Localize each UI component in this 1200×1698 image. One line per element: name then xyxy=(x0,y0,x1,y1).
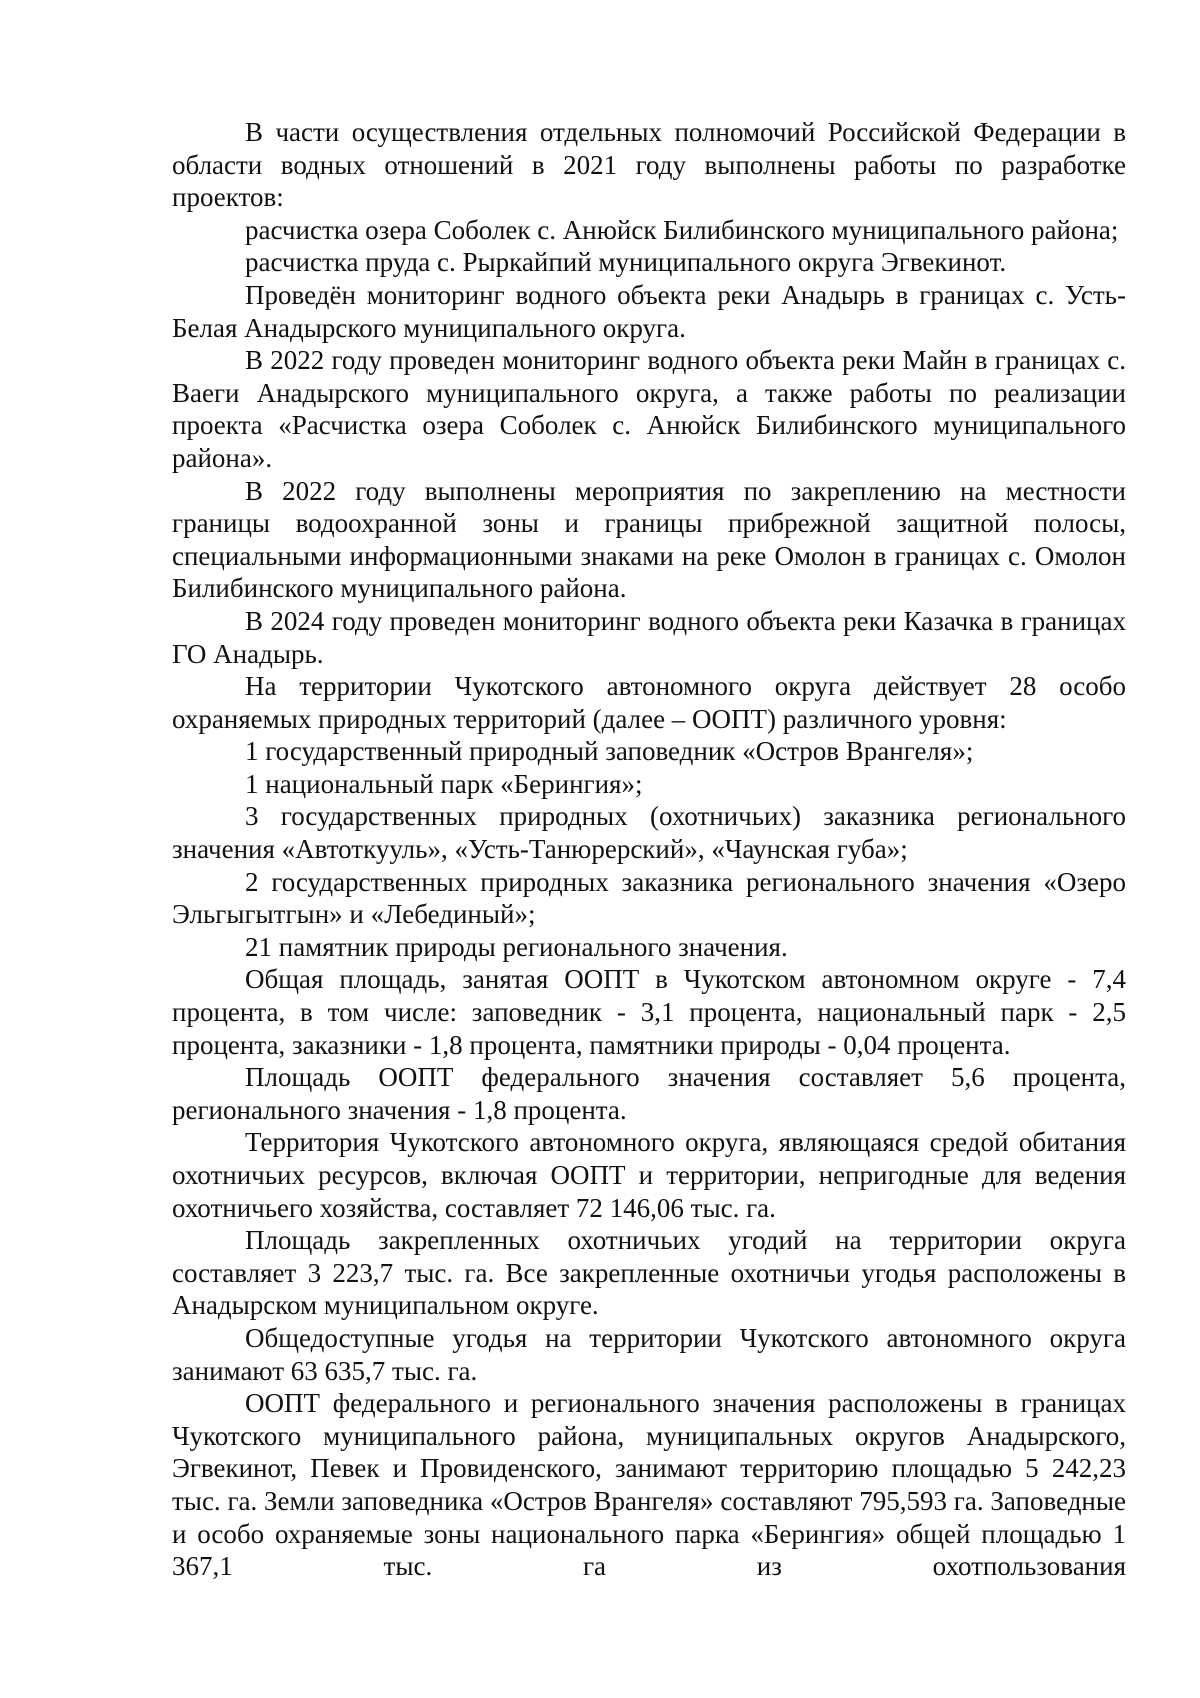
paragraph-assigned-hunting-grounds: Площадь закрепленных охотничьих угодий на территории округа составляет 3 223,7 тыс. га. Все закрепленные охотничьи угодья расположены в Анадырском муниципальном округе. xyxy=(172,1225,1126,1321)
paragraph-omolon-signs-2022: В 2022 году выполнены мероприятия по закреплению на местности границы водоохранной зоны и границы прибрежной защитной полосы, специальными информационными знаками на реке Омолон в границах с. Омолон Билибинского муниципального района. xyxy=(172,475,1126,604)
paragraph-federal-regional-share: Площадь ООПТ федерального значения составляет 5,6 процента, регионального значения - 1,8 процента. xyxy=(172,1062,1126,1125)
paragraph-anadyr-monitoring: Проведён мониторинг водного объекта реки Анадырь в границах с. Усть-Белая Анадырского муниципального округа. xyxy=(172,279,1126,343)
paragraph-kazachka-monitoring-2024: В 2024 году проведен мониторинг водного объекта реки Казачка в границах ГО Анадырь. xyxy=(172,605,1126,669)
paragraph-protected-areas-intro: На территории Чукотского автономного округа действует 28 особо охраняемых природных территорий (далее – ООПТ) различного уровня: xyxy=(172,671,1126,734)
paragraph-pond-ryrkaypiy: расчистка пруда с. Рыркайпий муниципального округа Эгвекинот. xyxy=(245,247,1007,278)
paragraph-nature-monuments: 21 памятник природы регионального значения. xyxy=(245,931,788,962)
paragraph-three-reserves: 3 государственных природных (охотничьих) заказника регионального значения «Автоткууль», «Усть-Танюрерский», «Чаунская губа»; xyxy=(172,801,1126,865)
paragraph-two-reserves: 2 государственных природных заказника регионального значения «Озеро Эльгыгытгын» и «Лебединый»; xyxy=(172,866,1126,930)
paragraph-water-projects-intro: В части осуществления отдельных полномочий Российской Федерации в области водных отношений в 2021 году выполнены работы по разработке проектов: xyxy=(172,117,1126,213)
paragraph-public-hunting-grounds: Общедоступные угодья на территории Чукотского автономного округа занимают 63 635,7 тыс. га. xyxy=(172,1322,1126,1386)
paragraph-main-monitoring-2022: В 2022 году проведен мониторинг водного объекта реки Майн в границах с. Ваеги Анадырского муниципального округа, а также работы по реализации проекта «Расчистка озера Соболек с. Анюйск Билибинского муниципального района». xyxy=(172,345,1126,473)
paragraph-total-area-share: Общая площадь, занятая ООПТ в Чукотском автономном округе - 7,4 процента, в том числе: заповедник - 3,1 процента, национальный парк - 2,5 процента, заказники - 1,8 процента, памятники природы - 0,04 процента. xyxy=(172,964,1126,1060)
paragraph-beringia-park: 1 национальный парк «Берингия»; xyxy=(245,768,643,799)
paragraph-protected-areas-location: ООПТ федерального и регионального значения расположены в границах Чукотского муниципального района, муниципальных округов Анадырского, Эгвекинот, Певек и Провиденского, занимают территорию площадью 5 242,23 тыс. га. Земли заповедника «Остров Врангеля» составляют 795,593 га. Заповедные и особо охраняемые зоны национального парка «Берингия» общей площадью 1 367,1 тыс. га из охотпользования xyxy=(172,1388,1126,1582)
paragraph-hunting-habitat-area: Территория Чукотского автономного округа, являющаяся средой обитания охотничьих ресурсов, включая ООПТ и территории, непригодные для ведения охотничьего хозяйства, составляет 72 146,06 тыс. га. xyxy=(172,1127,1126,1223)
paragraph-wrangel-reserve: 1 государственный природный заповедник «Остров Врангеля»; xyxy=(245,736,974,767)
document-body xyxy=(172,116,1126,1583)
paragraph-lake-sobolek: расчистка озера Соболек с. Анюйск Билибинского муниципального района; xyxy=(245,214,1119,245)
